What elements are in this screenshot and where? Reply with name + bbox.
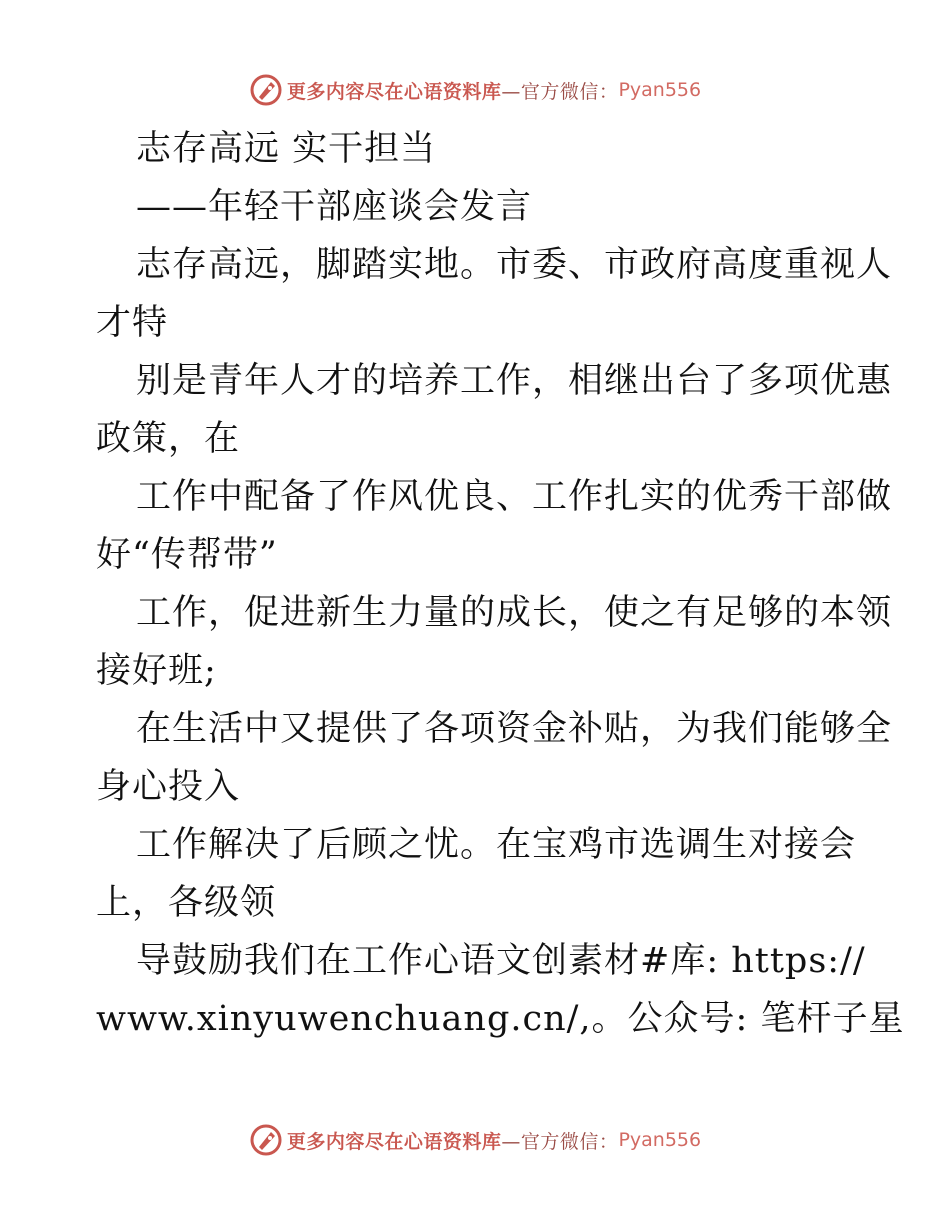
paragraph-line: 身心投入 [96, 767, 241, 807]
paragraph-line: 工作解决了后顾之忧。在宝鸡市选调生对接会 [136, 825, 857, 865]
paragraph-line: 上，各级领 [96, 883, 277, 923]
watermark-separator: —官方微信： [501, 80, 619, 103]
document-title: 志存高远 实干担当 [136, 129, 437, 169]
pen-nib-circle-icon [249, 73, 283, 107]
document-body [96, 120, 905, 1048]
watermark-separator: —官方微信： [501, 1130, 619, 1153]
paragraph-line: www.xinyuwenchuang.cn/,。公众号: 笔杆子星 [96, 999, 905, 1039]
pen-nib-circle-icon [249, 1123, 283, 1157]
paragraph-line: 别是青年人才的培养工作，相继出台了多项优惠 [136, 361, 893, 401]
paragraph-line: 工作中配备了作风优良、工作扎实的优秀干部做 [136, 477, 893, 517]
paragraph-line: 工作，促进新生力量的成长，使之有足够的本领 [136, 593, 893, 633]
paragraph-line: 才特 [96, 303, 169, 343]
footer-watermark [0, 1120, 950, 1160]
watermark-brand: 更多内容尽在心语资料库 [286, 1130, 502, 1153]
header-watermark [0, 70, 950, 110]
watermark-brand: 更多内容尽在心语资料库 [286, 80, 502, 103]
paragraph-line: 接好班; [96, 651, 217, 691]
watermark-handle: Pyan556 [618, 79, 702, 101]
paragraph-line: 导鼓励我们在工作心语文创素材#库: https:// [136, 941, 866, 981]
paragraph-line: 好“传帮带” [96, 535, 278, 575]
watermark-handle: Pyan556 [618, 1129, 702, 1151]
paragraph-line: 政策，在 [96, 419, 241, 459]
document-subtitle: ——年轻干部座谈会发言 [136, 187, 533, 227]
paragraph-line: 在生活中又提供了各项资金补贴，为我们能够全 [136, 709, 893, 749]
paragraph-line: 志存高远，脚踏实地。市委、市政府高度重视人 [136, 245, 893, 285]
